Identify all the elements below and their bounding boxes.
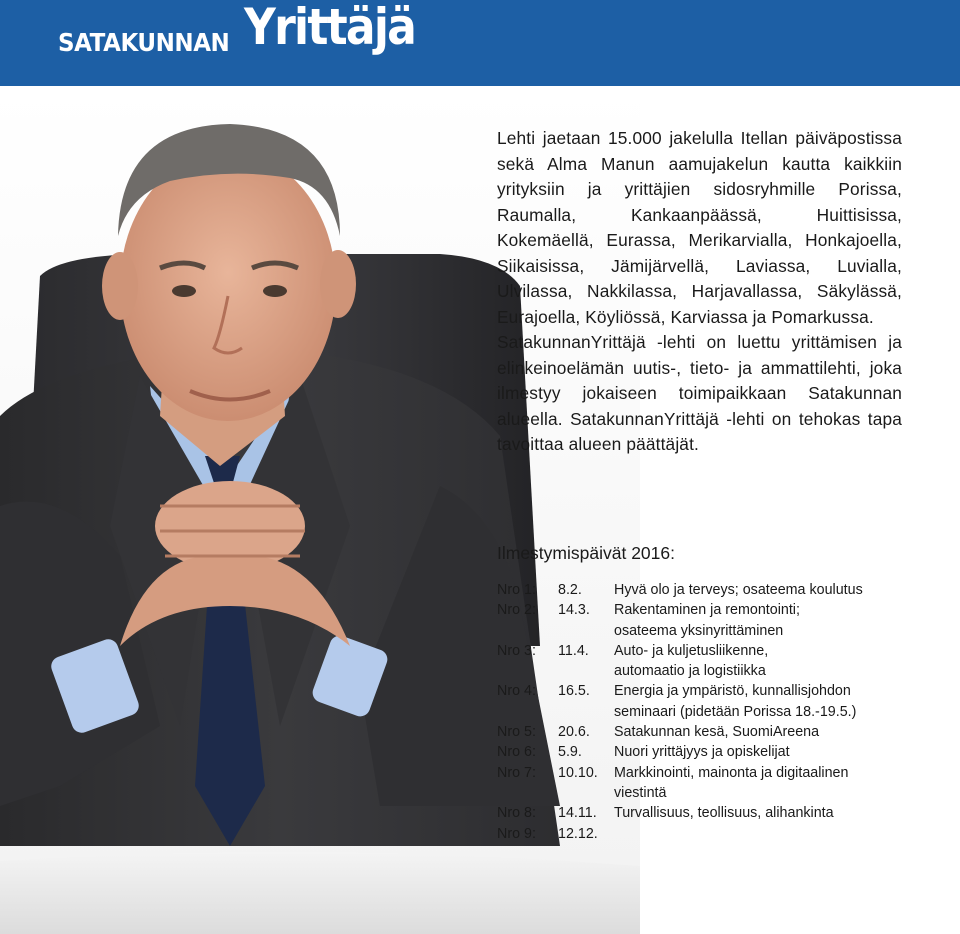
issue-topic: Rakentaminen ja remontointi; osateema yksinyrittäminen (614, 602, 800, 639)
intro-paragraph-distribution: Lehti jaetaan 15.000 jakelulla Itellan päiväpostissa sekä Alma Manun aamujakelun kautta kaikkiin yrityksiin ja yrittäjien sidosryhmille Porissa, Raumalla, Kankaanpäässä, Huittisissa, Kokemäellä, Eurassa, Merikarvialla, Honkajoella, Siikaisissa, Jämijärvellä, Laviassa, Luvialla, Ulvilassa, Nakkilassa, Harjavallassa, Säkylässä, Eurajoella, Köyliössä, Karviassa ja Pomarkussa. (497, 128, 902, 327)
issue-number: Nro 7: (497, 764, 536, 781)
schedule-row (497, 824, 917, 844)
issue-topic: Turvallisuus, teollisuus, alihankinta (614, 805, 834, 822)
logo-text-small: SATAKUNNAN (58, 28, 230, 57)
issue-date: 16.5. (558, 683, 590, 700)
header-banner (0, 0, 960, 86)
issue-date: 14.3. (558, 602, 590, 619)
schedule-row (497, 742, 917, 762)
issue-topic (614, 824, 917, 844)
issue-number: Nro 3: (497, 642, 536, 659)
schedule-row (497, 641, 917, 682)
issue-number: Nro 4: (497, 683, 536, 700)
issue-date: 8.2. (558, 582, 582, 598)
issue-date: 5.9. (558, 744, 582, 761)
issue-number: Nro 5: (497, 724, 536, 741)
issue-date: 11.4. (558, 642, 589, 659)
issue-number: Nro 6: (497, 744, 536, 761)
schedule-row (497, 722, 917, 742)
issue-number: Nro 8: (497, 805, 536, 822)
issue-number: Nro 1: (497, 582, 536, 598)
intro-text (497, 126, 902, 458)
issue-date: 20.6. (558, 724, 590, 741)
issue-number: Nro 2: (497, 602, 536, 619)
issue-topic: Satakunnan kesä, SuomiAreena (614, 724, 820, 741)
issue-date: 10.10. (558, 764, 598, 781)
schedule-title: Ilmestymispäivät 2016: (497, 543, 675, 563)
issue-topic: Hyvä olo ja terveys; osateema koulutus (614, 582, 863, 598)
issue-topic: Energia ja ympäristö, kunnallisjohdon seminaari (pidetään Porissa 18.-19.5.) (614, 683, 857, 720)
issue-topic: Nuori yrittäjyys ja opiskelijat (614, 744, 790, 761)
issue-topic: Auto- ja kuljetusliikenne, automaatio ja logistiikka (614, 642, 769, 680)
schedule-row (497, 763, 917, 804)
issue-topic: Markkinointi, mainonta ja digitaalinen viestintä (614, 764, 849, 801)
schedule-row (497, 803, 917, 823)
intro-paragraph-description: SatakunnanYrittäjä -lehti on luettu yrittämisen ja elinkeinoelämän uutis-, tieto- ja ammattilehti, joka ilmestyy jokaiseen toimipaikkaan Satakunnan alueella. SatakunnanYrittäjä -lehti on tehokas tapa tavoittaa alueen päättäjät. (497, 332, 902, 454)
issue-date: 14.11. (558, 805, 597, 822)
schedule-row (497, 681, 917, 722)
schedule-row (497, 580, 917, 600)
logo-text-big: Yrittäjä (244, 0, 416, 56)
schedule-row (497, 600, 917, 641)
issue-date: 12.12. (558, 825, 598, 842)
issue-schedule (497, 580, 917, 844)
issue-number: Nro 9: (497, 825, 536, 842)
